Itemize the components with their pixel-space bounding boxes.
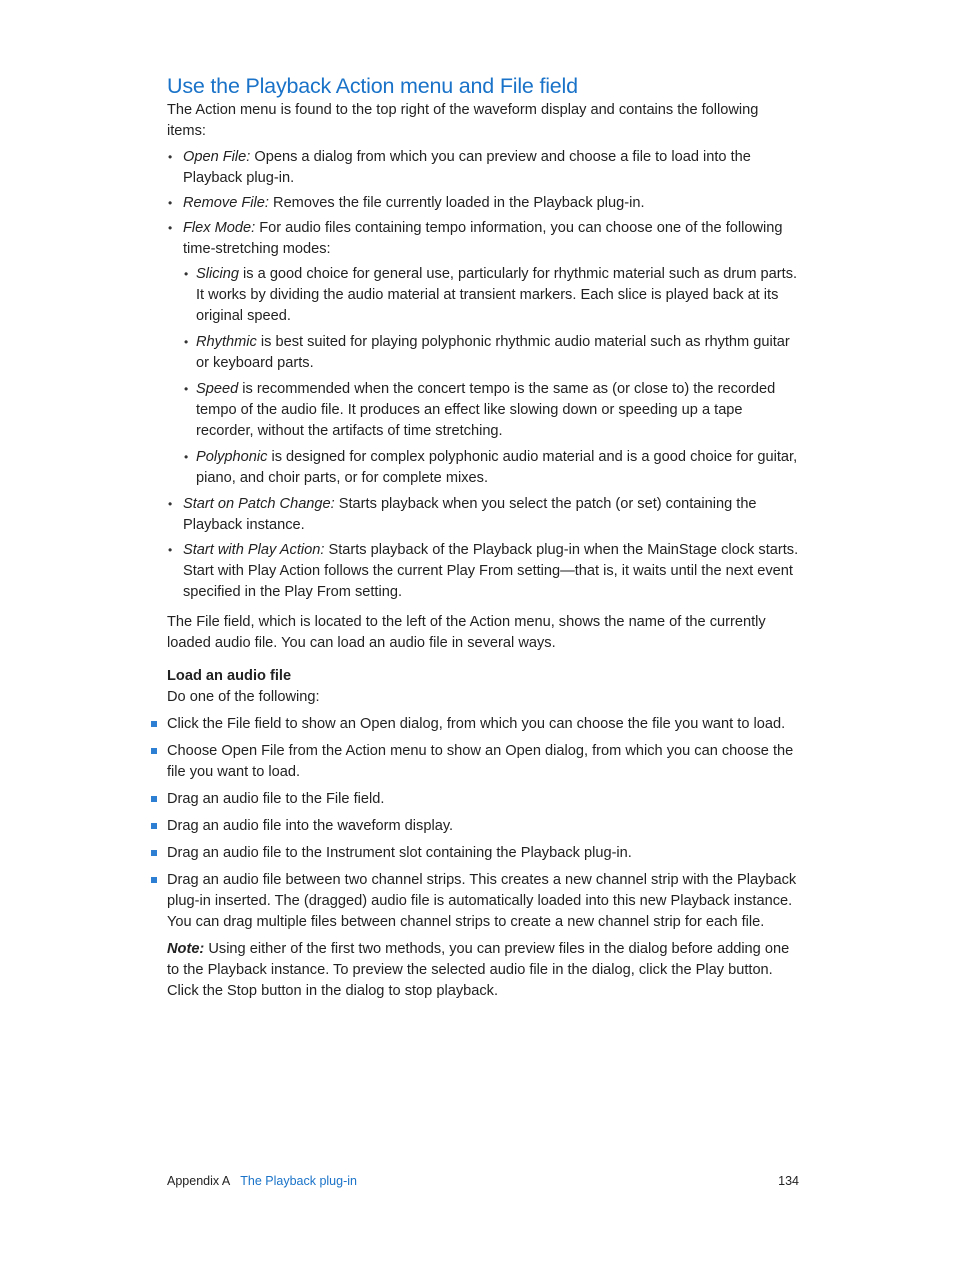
list-item <box>167 540 799 603</box>
item-text: Starts playback when you select the patch (or set) containing the Playback instance. <box>183 496 757 533</box>
item-term: Speed <box>196 381 239 397</box>
item-text: Starts playback of the Playback plug-in when the MainStage clock starts. Start with Play Action follows the current Play From setting—that is, it waits until the next event specified in the Play From setting. <box>183 542 799 600</box>
square-bullet-icon <box>151 796 157 802</box>
task-title: Load an audio file <box>167 668 292 684</box>
footer-chapter-link[interactable]: The Playback plug-in <box>240 1174 357 1188</box>
intro-paragraph: The Action menu is found to the top right of the waveform display and contains the following items: <box>167 102 759 139</box>
square-bullet-icon <box>151 823 157 829</box>
task-steps <box>167 714 799 933</box>
square-bullet-icon <box>151 850 157 856</box>
task-lead: Do one of the following: <box>167 689 320 705</box>
item-text: is designed for complex polyphonic audio material and is a good choice for guitar, piano, and choir parts, or for complete mixes. <box>196 449 798 486</box>
footer-appendix: Appendix A <box>167 1174 231 1188</box>
note-paragraph <box>167 939 799 1002</box>
square-bullet-icon <box>151 748 157 754</box>
note-text: Using either of the first two methods, you can preview files in the dialog before adding one to the Playback instance. To preview the selected audio file in the dialog, click the Play button. Click the Stop button in the dialog to stop playback. <box>167 941 790 999</box>
item-text: Opens a dialog from which you can preview and choose a file to load into the Playback plug-in. <box>183 149 751 186</box>
item-term: Start with Play Action: <box>183 542 325 558</box>
item-term: Slicing <box>196 266 239 282</box>
list-item <box>183 447 799 489</box>
task-step: Choose Open File from the Action menu to show an Open dialog, from which you can choose the file you want to load. <box>167 741 799 783</box>
item-term: Open File: <box>183 149 251 165</box>
item-term: Remove File: <box>183 195 269 211</box>
item-text: is recommended when the concert tempo is the same as (or close to) the recorded tempo of the audio file. It produces an effect like slowing down or speeding up a tape recorder, without the artifacts of time stretching. <box>196 381 776 439</box>
item-term: Flex Mode: <box>183 220 256 236</box>
item-term: Polyphonic <box>196 449 268 465</box>
item-text: is best suited for playing polyphonic rhythmic audio material such as rhythm guitar or keyboard parts. <box>196 334 790 371</box>
square-bullet-icon <box>151 877 157 883</box>
square-bullet-icon <box>151 721 157 727</box>
item-text: Removes the file currently loaded in the Playback plug-in. <box>268 195 645 211</box>
page-content <box>167 72 799 1002</box>
item-text: For audio files containing tempo information, you can choose one of the following time-stretching modes: <box>183 220 783 257</box>
page-number: 134 <box>778 1174 799 1188</box>
section-heading: Use the Playback Action menu and File field <box>167 74 578 98</box>
task-step: Drag an audio file to the File field. <box>167 789 799 810</box>
file-field-paragraph: The File field, which is located to the left of the Action menu, shows the name of the currently loaded audio file. You can load an audio file in several ways. <box>167 614 766 651</box>
task-step: Click the File field to show an Open dialog, from which you can choose the file you want to load. <box>167 714 799 735</box>
task-step: Drag an audio file to the Instrument slot containing the Playback plug-in. <box>167 843 799 864</box>
list-item <box>167 494 799 536</box>
list-item <box>167 147 799 189</box>
list-item <box>167 193 799 214</box>
list-item <box>183 332 799 374</box>
list-item <box>183 264 799 327</box>
action-menu-list <box>167 147 799 603</box>
note-label: Note: <box>167 941 205 957</box>
task-step: Drag an audio file into the waveform display. <box>167 816 799 837</box>
item-term: Rhythmic <box>196 334 257 350</box>
task-step: Drag an audio file between two channel strips. This creates a new channel strip with the Playback plug-in inserted. The (dragged) audio file is automatically loaded into this new Playback instance. You can drag multiple files between channel strips to create a new channel strip for each file. <box>167 870 799 933</box>
page-footer <box>167 1173 799 1189</box>
item-term: Start on Patch Change: <box>183 496 335 512</box>
list-item <box>183 379 799 442</box>
list-item <box>167 218 799 489</box>
item-text: is a good choice for general use, particularly for rhythmic material such as drum parts. It works by dividing the audio material at transient markers. Each slice is played back at its original speed. <box>196 266 798 324</box>
flex-mode-list <box>183 264 799 489</box>
